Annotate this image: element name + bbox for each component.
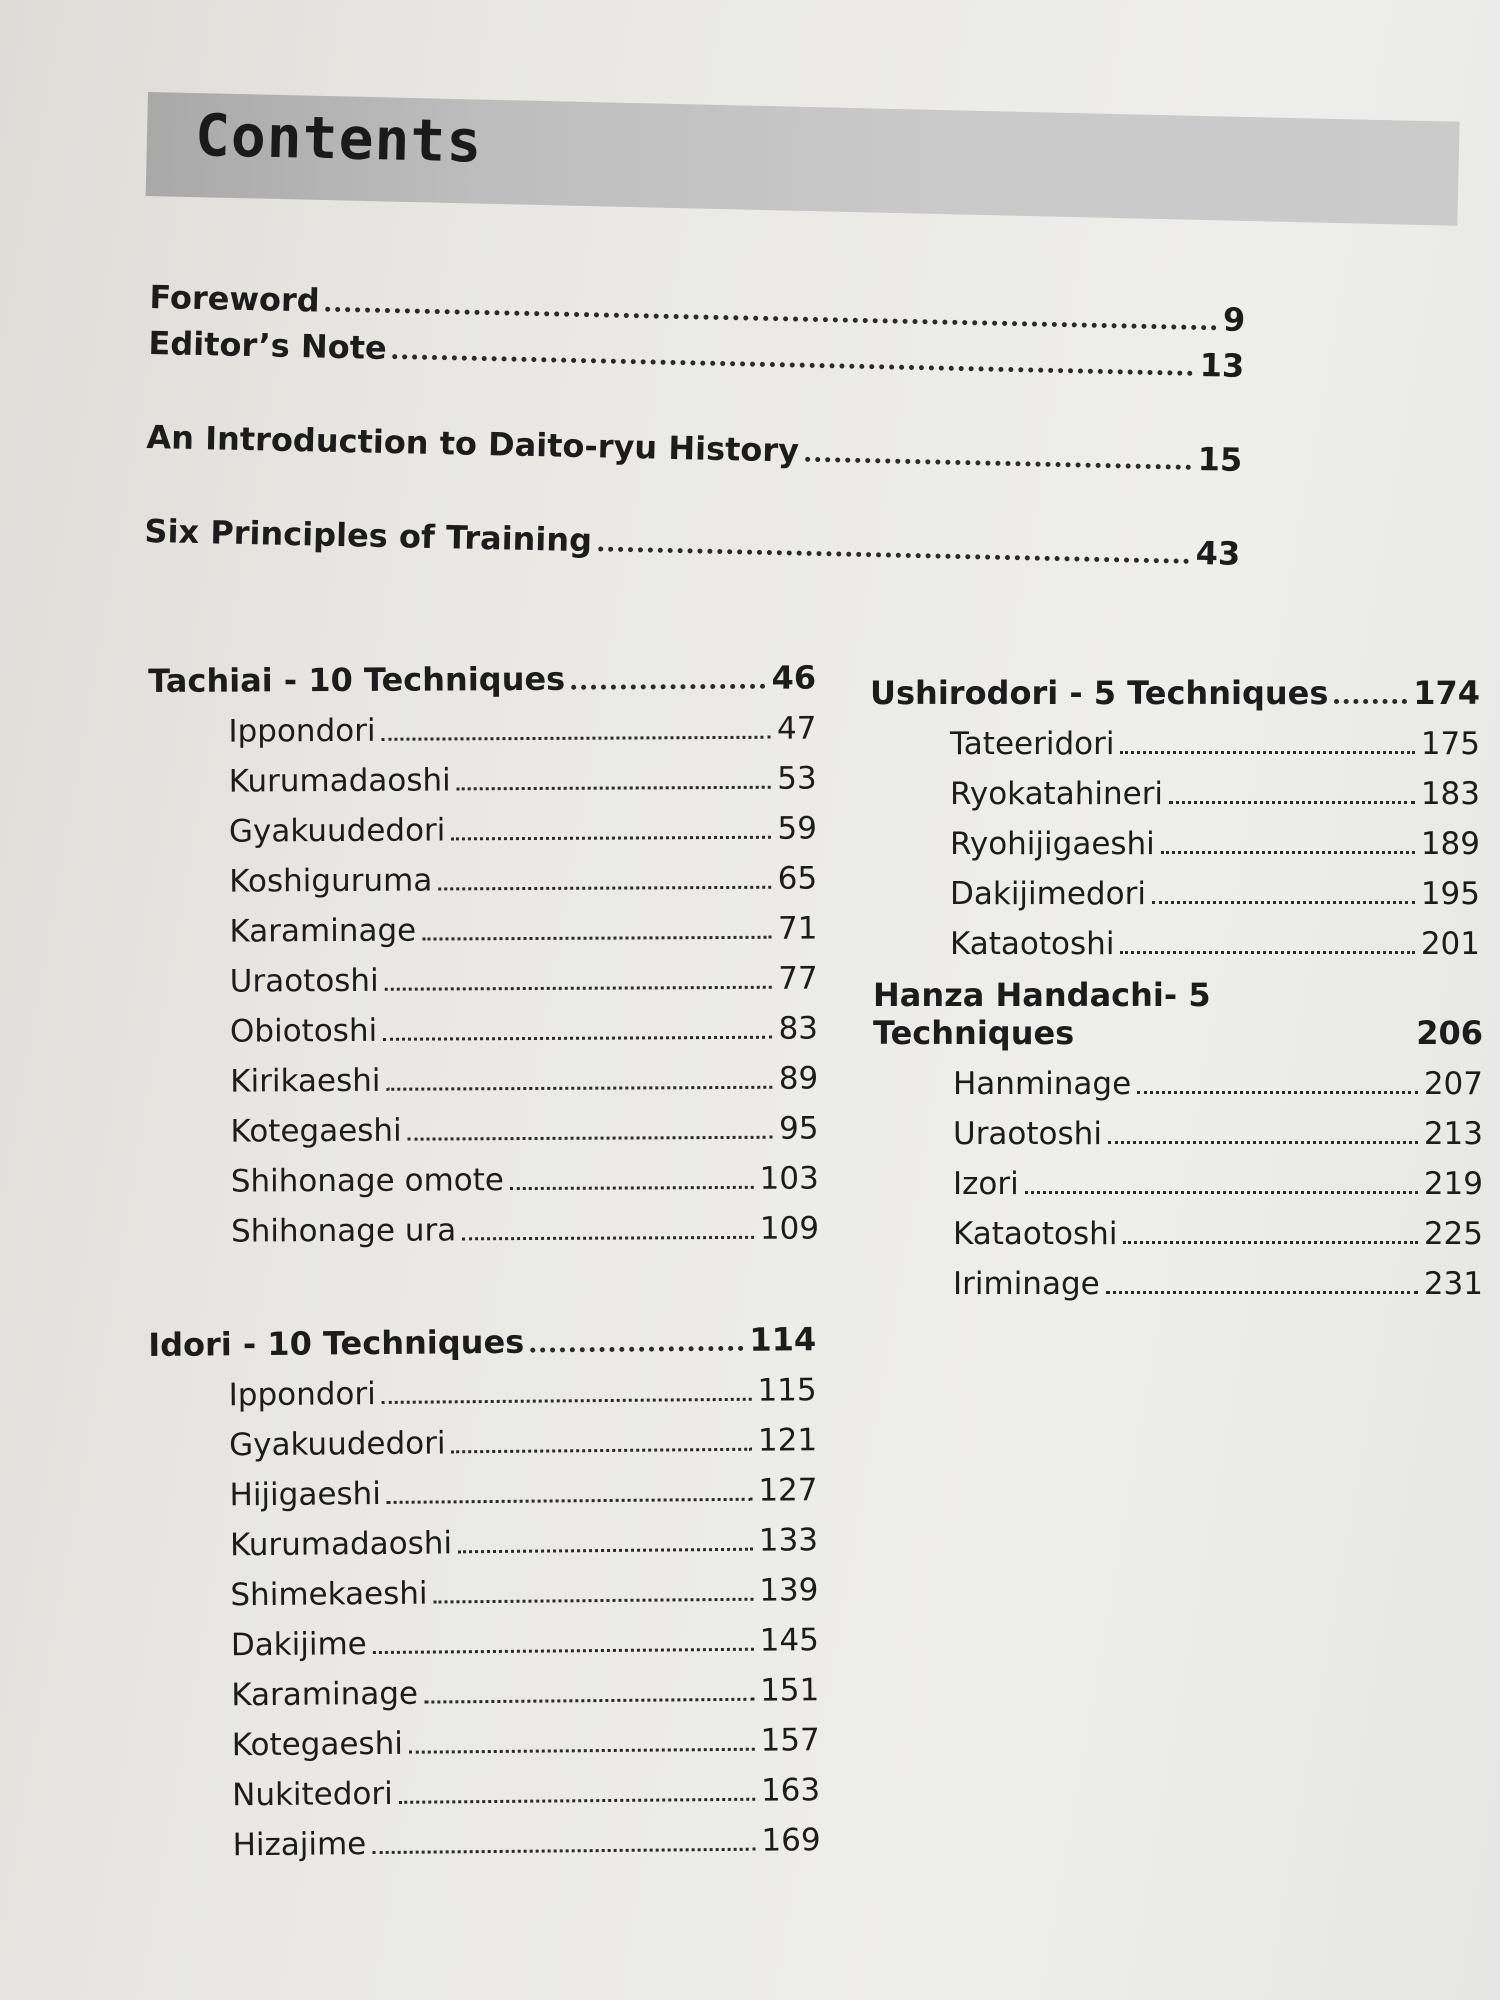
item-label: Tateeridori [950, 726, 1115, 762]
toc-item[interactable] [873, 1252, 1483, 1302]
item-label: Kurumadaoshi [228, 762, 451, 800]
item-page: 195 [1420, 876, 1480, 912]
dot-leader [451, 836, 771, 841]
toc-entry-page: 15 [1197, 439, 1243, 479]
toc-item[interactable] [149, 797, 817, 850]
item-label: Karaminage [231, 1675, 419, 1714]
dot-leader [571, 684, 765, 690]
section-page: 46 [771, 658, 817, 697]
section-heading[interactable] [148, 1312, 816, 1364]
toc-item[interactable] [152, 1758, 820, 1814]
dot-leader [392, 354, 1193, 376]
section-title: Idori - 10 Techniques [148, 1322, 525, 1364]
item-label: Obiotoshi [229, 1012, 378, 1050]
toc-item[interactable] [873, 1152, 1483, 1202]
item-page: 133 [758, 1522, 819, 1559]
item-label: Shihonage omote [230, 1162, 505, 1200]
item-page: 201 [1420, 926, 1480, 962]
item-label: Hanminage [953, 1066, 1132, 1102]
dot-leader [530, 1346, 743, 1353]
item-label: Ippondori [228, 1376, 376, 1414]
dot-leader [462, 1236, 754, 1241]
toc-entry-label: Six Principles of Training [144, 511, 593, 560]
dot-leader [1123, 1241, 1417, 1244]
contents-banner [146, 92, 1460, 226]
toc-entry-page: 9 [1222, 300, 1246, 339]
dot-leader [598, 546, 1190, 563]
item-label: Izori [953, 1166, 1019, 1202]
section-title: Tachiai - 10 Techniques [148, 659, 566, 700]
section-ushirodori [870, 666, 1480, 962]
dot-leader [372, 1848, 755, 1854]
dot-leader [1161, 851, 1415, 854]
item-label: Kurumadaoshi [229, 1525, 453, 1564]
dot-leader [1120, 751, 1414, 754]
item-page: 121 [757, 1422, 818, 1459]
toc-item[interactable] [151, 1608, 819, 1664]
item-label: Koshiguruma [229, 862, 433, 900]
dot-leader [805, 457, 1192, 470]
item-label: Ryokatahineri [950, 776, 1164, 812]
toc-entry-six-principles[interactable] [144, 504, 1241, 573]
dot-leader [409, 1748, 755, 1754]
dot-leader [399, 1798, 755, 1804]
toc-item[interactable] [873, 1202, 1483, 1252]
item-page: 71 [777, 910, 818, 947]
toc-item[interactable] [870, 862, 1480, 912]
item-label: Iriminage [953, 1266, 1100, 1302]
toc-item[interactable] [149, 1458, 817, 1514]
dot-leader [382, 1398, 752, 1404]
dot-leader [438, 886, 771, 891]
item-label: Hijigaeshi [229, 1475, 382, 1514]
toc-item[interactable] [873, 1052, 1483, 1102]
item-label: Kataotoshi [950, 926, 1115, 962]
dot-leader [383, 1036, 772, 1041]
dot-leader [1334, 699, 1407, 704]
section-idori [148, 1312, 821, 1864]
section-page: 114 [749, 1320, 817, 1359]
dot-leader [1106, 1291, 1418, 1294]
toc-item[interactable] [151, 1658, 819, 1714]
item-page: 207 [1423, 1066, 1483, 1102]
item-label: Uraotoshi [229, 962, 379, 1000]
front-matter [144, 270, 1246, 573]
item-page: 189 [1420, 826, 1480, 862]
item-page: 219 [1423, 1166, 1483, 1202]
toc-item[interactable] [873, 1102, 1483, 1152]
toc-item[interactable] [870, 762, 1480, 812]
dot-leader [1025, 1191, 1418, 1194]
item-page: 139 [759, 1572, 819, 1609]
section-page: 174 [1413, 674, 1480, 712]
item-label: Shihonage ura [230, 1212, 457, 1250]
item-label: Hizajime [232, 1826, 367, 1864]
dot-leader [387, 1498, 753, 1504]
item-page: 169 [761, 1822, 821, 1859]
toc-item[interactable] [150, 1508, 818, 1564]
item-page: 151 [759, 1672, 820, 1709]
dot-leader [422, 936, 771, 941]
item-page: 127 [758, 1472, 818, 1509]
item-page: 59 [777, 810, 818, 847]
item-page: 157 [760, 1722, 820, 1759]
toc-item[interactable] [870, 712, 1480, 762]
dot-leader [386, 1086, 772, 1091]
toc-item[interactable] [149, 1408, 817, 1464]
item-label: Kataotoshi [953, 1216, 1118, 1252]
toc-item[interactable] [151, 1196, 819, 1249]
toc-item[interactable] [870, 812, 1480, 862]
toc-item[interactable] [149, 747, 817, 800]
item-page: 65 [777, 860, 818, 897]
item-label: Ryohijigaeshi [950, 826, 1155, 862]
item-page: 175 [1420, 726, 1480, 762]
item-label: Dakijimedori [950, 876, 1146, 912]
item-page: 103 [759, 1160, 819, 1197]
item-page: 95 [778, 1110, 819, 1147]
toc-item[interactable] [149, 896, 817, 949]
dot-leader [373, 1648, 754, 1654]
toc-item[interactable] [150, 946, 818, 999]
page-title: Contents [194, 101, 484, 176]
dot-leader [510, 1186, 754, 1190]
toc-entry-page: 13 [1199, 346, 1245, 385]
section-title: Ushirodori - 5 Techniques [870, 674, 1329, 712]
item-label: Dakijime [230, 1626, 367, 1664]
toc-item[interactable] [150, 1558, 818, 1614]
item-label: Uraotoshi [953, 1116, 1102, 1152]
dot-leader [457, 786, 771, 791]
toc-item[interactable] [150, 1096, 818, 1149]
toc-entry-label: Editor’s Note [148, 323, 388, 367]
dot-leader [1137, 1091, 1418, 1094]
item-page: 231 [1423, 1266, 1483, 1302]
item-page: 183 [1420, 776, 1480, 812]
item-label: Nukitedori [232, 1775, 393, 1814]
toc-item[interactable] [870, 912, 1480, 962]
dot-leader [1108, 1141, 1418, 1144]
section-heading[interactable] [870, 666, 1480, 712]
section-tachiai [148, 651, 819, 1250]
dot-leader [1152, 901, 1415, 904]
dot-leader [1169, 801, 1415, 804]
section-heading[interactable] [148, 651, 816, 700]
item-page: 47 [776, 710, 817, 747]
item-page: 225 [1423, 1216, 1483, 1252]
dot-leader [434, 1598, 754, 1604]
item-page: 213 [1423, 1116, 1483, 1152]
toc-item[interactable] [149, 846, 817, 899]
dot-leader [458, 1548, 753, 1554]
toc-item[interactable] [151, 1708, 819, 1764]
section-page: 206 [1416, 1014, 1483, 1052]
item-label: Karaminage [229, 912, 417, 950]
toc-item[interactable] [150, 1046, 818, 1099]
item-label: Kotegaeshi [230, 1112, 402, 1150]
item-page: 89 [778, 1060, 819, 1097]
toc-item[interactable] [150, 996, 818, 1049]
dot-leader [408, 1136, 773, 1141]
toc-entry-label: An Introduction to Daito-ryu History [146, 417, 800, 470]
dot-leader [385, 986, 772, 991]
item-label: Kirikaeshi [230, 1062, 381, 1100]
dot-leader [382, 736, 771, 741]
item-label: Shimekaeshi [230, 1575, 428, 1614]
item-label: Ippondori [228, 712, 376, 750]
item-page: 53 [777, 760, 817, 797]
toc-entry-label: Foreword [149, 277, 321, 320]
toc-entry-page: 43 [1195, 533, 1241, 573]
toc-item[interactable] [148, 697, 816, 750]
dot-leader [424, 1698, 754, 1704]
dot-leader [1120, 951, 1414, 954]
toc-item[interactable] [152, 1808, 820, 1864]
section-hanza-handachi [873, 976, 1483, 1302]
item-page: 115 [757, 1372, 817, 1409]
item-page: 163 [760, 1772, 821, 1809]
item-label: Gyakuudedori [228, 812, 446, 850]
item-page: 83 [778, 1010, 819, 1047]
item-page: 109 [759, 1210, 820, 1247]
item-label: Kotegaeshi [231, 1725, 404, 1764]
toc-entry-introduction[interactable] [146, 410, 1243, 479]
item-page: 77 [778, 960, 818, 997]
dot-leader [452, 1448, 752, 1454]
item-label: Gyakuudedori [228, 1425, 446, 1464]
item-page: 145 [759, 1622, 819, 1659]
toc-item[interactable] [148, 1358, 816, 1414]
toc-item[interactable] [151, 1146, 819, 1199]
section-heading[interactable] [873, 976, 1483, 1052]
section-title: Hanza Handachi- 5 Techniques [873, 976, 1211, 1052]
